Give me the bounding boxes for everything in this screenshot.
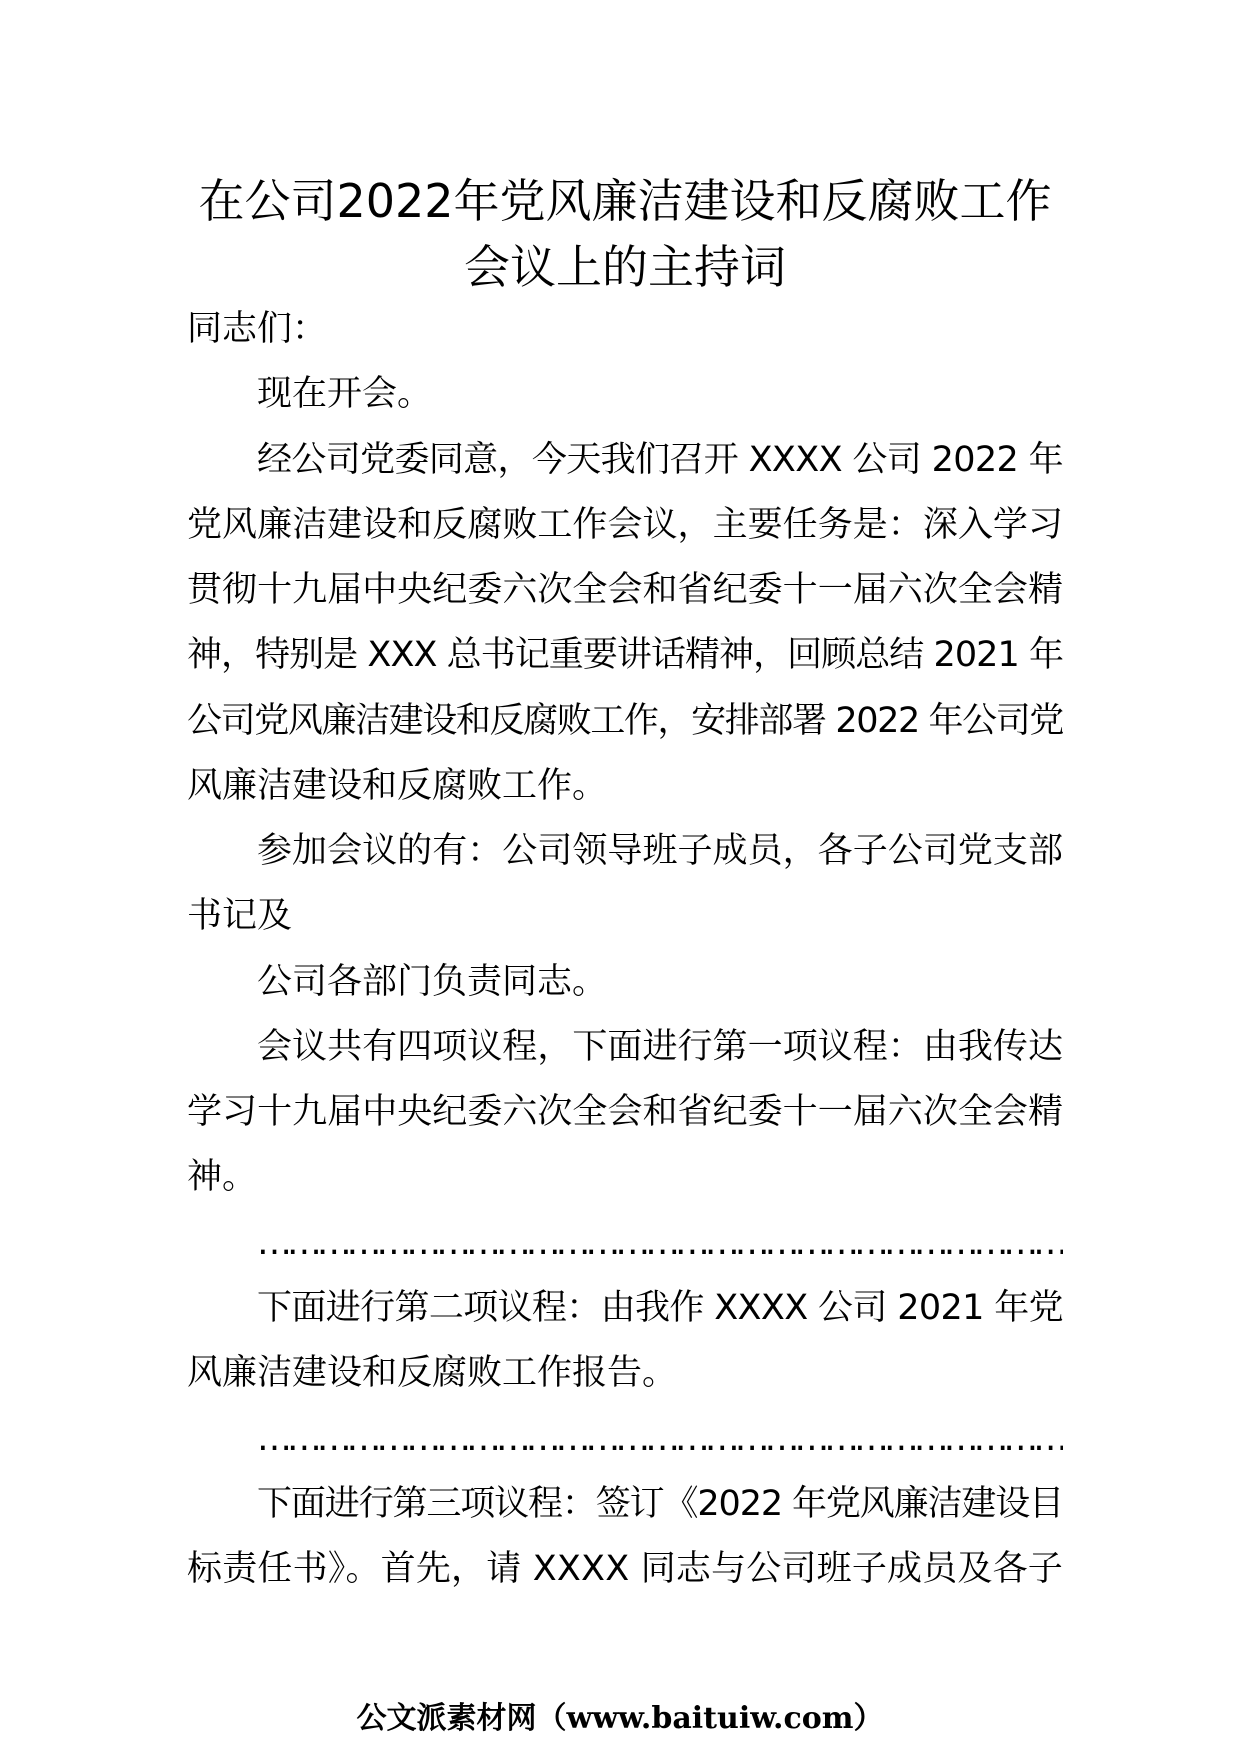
paragraph-line bbox=[187, 689, 1063, 754]
line-text: 参加会议的有：公司领导班子成员，各子公司党支部 bbox=[257, 831, 1063, 872]
line-text: 下面进行第三项议程：签订《2022 年党风廉洁建设目 bbox=[257, 1483, 1063, 1524]
title-text: 会议上的主持词 bbox=[464, 240, 786, 294]
paragraph-line bbox=[187, 623, 1063, 688]
paragraph-line bbox=[187, 558, 1063, 623]
paragraph bbox=[187, 950, 1063, 1015]
title-line bbox=[187, 234, 1063, 300]
line-text: 风廉洁建设和反腐败工作。 bbox=[187, 765, 608, 806]
paragraph-line bbox=[187, 1080, 1063, 1145]
line-text: 学习十九届中央纪委六次全会和省纪委十一届六次全会精 bbox=[187, 1092, 1063, 1133]
paragraph-line bbox=[187, 1276, 1063, 1341]
line-text: 标责任书》。首先，请 XXXX 同志与公司班子成员及各子 bbox=[187, 1549, 1063, 1590]
paragraph-line bbox=[187, 1145, 1063, 1210]
paragraph-line bbox=[187, 884, 1063, 949]
paragraph bbox=[187, 1276, 1063, 1407]
line-text: 书记及 bbox=[187, 896, 293, 937]
salutation bbox=[187, 297, 1063, 362]
paragraph bbox=[187, 362, 1063, 427]
paragraph bbox=[187, 1472, 1063, 1603]
line-text: 下面进行第二项议程：由我作 XXXX 公司 2021 年党 bbox=[257, 1287, 1063, 1328]
line-text: 会议共有四项议程，下面进行第一项议程：由我传达 bbox=[257, 1026, 1063, 1067]
paragraph-line bbox=[187, 819, 1063, 884]
line-text: 现在开会。 bbox=[257, 374, 433, 415]
line-text: 公司党风廉洁建设和反腐败工作，安排部署 2022 年公司党 bbox=[187, 700, 1063, 741]
watermark-footer bbox=[0, 1699, 1240, 1739]
paragraph-line bbox=[187, 1015, 1063, 1080]
paragraph-line bbox=[187, 1407, 1063, 1472]
line-text: 风廉洁建设和反腐败工作报告。 bbox=[187, 1353, 678, 1394]
line-text: ……………………………………………………………………… bbox=[257, 1418, 1063, 1459]
paragraph bbox=[187, 1015, 1063, 1211]
paragraph-line bbox=[187, 950, 1063, 1015]
paragraph-line bbox=[187, 1211, 1063, 1276]
paragraph-line bbox=[187, 362, 1063, 427]
paragraph bbox=[187, 428, 1063, 820]
line-text: 党风廉洁建设和反腐败工作会议，主要任务是：深入学习 bbox=[187, 504, 1063, 545]
watermark-text: 公文派素材网（www.baituiw.com） bbox=[356, 1701, 884, 1736]
paragraph-line bbox=[187, 428, 1063, 493]
paragraph-line bbox=[187, 754, 1063, 819]
document-title bbox=[187, 168, 1063, 300]
line-text: 贯彻十九届中央纪委六次全会和省纪委十一届六次全会精 bbox=[187, 570, 1063, 611]
line-text: 公司各部门负责同志。 bbox=[257, 961, 608, 1002]
line-text: 神。 bbox=[187, 1157, 258, 1198]
line-text: 神，特别是 XXX 总书记重要讲话精神，回顾总结 2021 年 bbox=[187, 635, 1063, 676]
paragraph bbox=[187, 819, 1063, 950]
line-text: 经公司党委同意，今天我们召开 XXXX 公司 2022 年 bbox=[257, 439, 1063, 480]
salutation-text: 同志们： bbox=[187, 309, 328, 349]
paragraph bbox=[187, 1211, 1063, 1276]
document-body bbox=[187, 297, 1063, 1602]
paragraph-line bbox=[187, 1341, 1063, 1406]
title-text: 在公司2022年党风廉洁建设和反腐败工作 bbox=[198, 174, 1052, 228]
line-text: ……………………………………………………………………… bbox=[257, 1222, 1063, 1263]
paragraph bbox=[187, 1407, 1063, 1472]
title-line bbox=[187, 168, 1063, 234]
paragraph-line bbox=[187, 1472, 1063, 1537]
paragraph-line bbox=[187, 1537, 1063, 1602]
paragraph-line bbox=[187, 493, 1063, 558]
